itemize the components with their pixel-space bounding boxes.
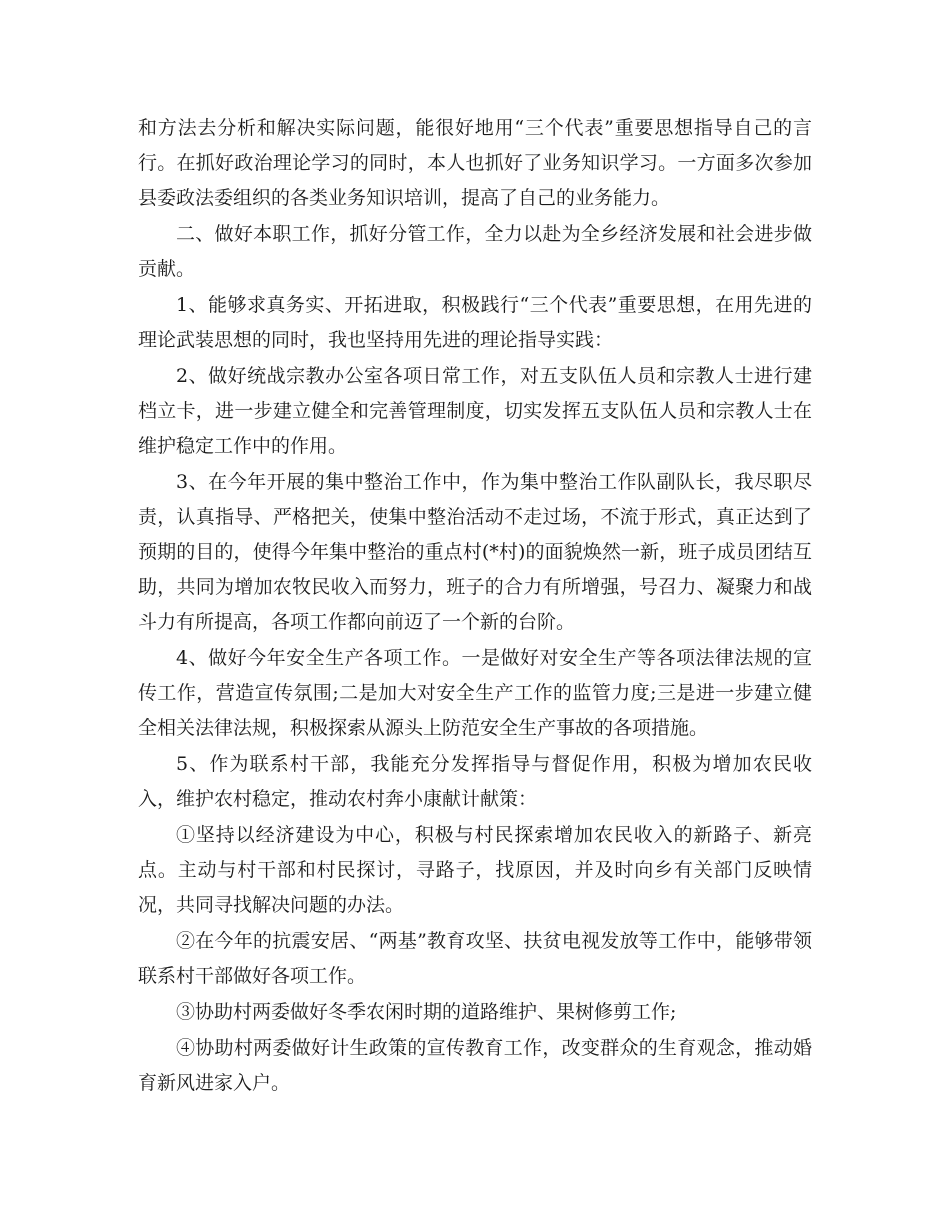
paragraph-1: 和方法去分析和解决实际问题，能很好地用“三个代表”重要思想指导自己的言行。在抓好政治理论学习的同时，本人也抓好了业务知识学习。一方面多次参加县委政法委组织的各类业务知识培训，提高了自己的业务能力。: [138, 117, 812, 209]
paragraph-11: ④协助村两委做好计生政策的宣传教育工作，改变群众的生育观念，推动婚育新风进家入户。: [138, 1037, 812, 1094]
paragraph-5: 3、在今年开展的集中整治工作中，作为集中整治工作队副队长，我尽职尽责，认真指导、严格把关，使集中整治活动不走过场，不流于形式，真正达到了预期的目的，使得今年集中整治的重点村(*村)的面貌焕然一新，班子成员团结互助，共同为增加农牧民收入而努力，班子的合力有所增强，号召力、凝聚力和战斗力有所提高，各项工作都向前迈了一个新的台阶。: [138, 471, 812, 633]
paragraph-6: 4、做好今年安全生产各项工作。一是做好对安全生产等各项法律法规的宣传工作，营造宣传氛围;二是加大对安全生产工作的监管力度;三是进一步建立健全相关法律法规，积极探索从源头上防范安全生产事故的各项措施。: [138, 647, 812, 739]
paragraph-2: 二、做好本职工作，抓好分管工作，全力以赴为全乡经济发展和社会进步做贡献。: [138, 223, 812, 280]
paragraph-4: 2、做好统战宗教办公室各项日常工作，对五支队伍人员和宗教人士进行建档立卡，进一步建立健全和完善管理制度，切实发挥五支队伍人员和宗教人士在维护稳定工作中的作用。: [138, 365, 812, 457]
paragraph-10: ③协助村两委做好冬季农闲时期的道路维护、果树修剪工作;: [176, 1001, 677, 1023]
paragraph-3: 1、能够求真务实、开拓进取，积极践行“三个代表”重要思想，在用先进的理论武装思想的同时，我也坚持用先进的理论指导实践：: [138, 294, 812, 351]
paragraph-8: ①坚持以经济建设为中心，积极与村民探索增加农民收入的新路子、新亮点。主动与村干部和村民探讨，寻路子，找原因，并及时向乡有关部门反映情况，共同寻找解决问题的办法。: [138, 824, 812, 916]
paragraph-9: ②在今年的抗震安居、“两基”教育攻坚、扶贫电视发放等工作中，能够带领联系村干部做好各项工作。: [138, 930, 812, 987]
paragraph-7: 5、作为联系村干部，我能充分发挥指导与督促作用，积极为增加农民收入，维护农村稳定，推动农村奔小康献计献策：: [138, 753, 812, 810]
